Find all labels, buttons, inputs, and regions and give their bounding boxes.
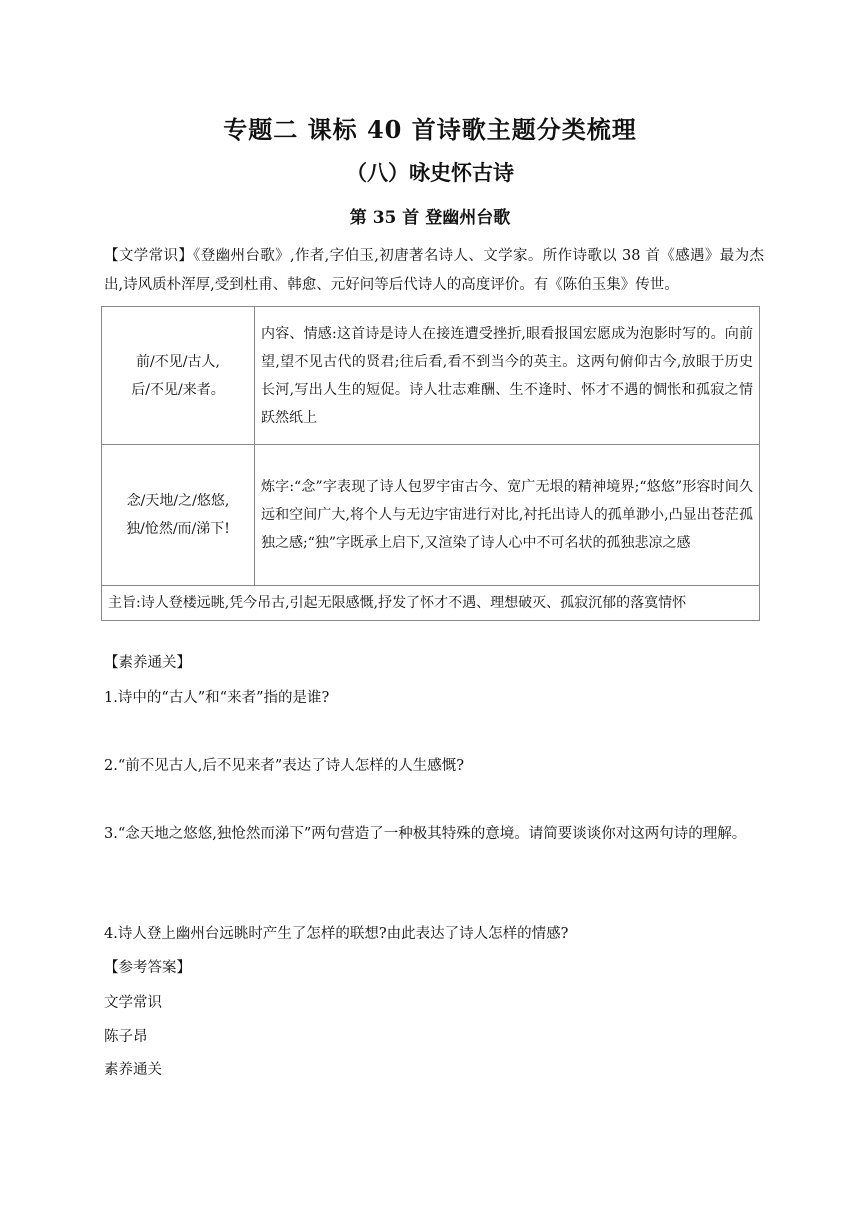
poem-analysis-table (101, 306, 760, 621)
note-cell: 炼字:“念”字表现了诗人包罗宇宙古今、宽广无垠的精神境界;“悠悠”形容时间久远和空间广大,将个人与无边宇宙进行对比,衬托出诗人的孤单渺小,凸显出苍茫孤独之感;“独”字既承上启下,又渲染了诗人心中不可名状的孤独悲凉之感 (255, 445, 760, 586)
question-2: 2.“前不见古人,后不见来者”表达了诗人怎样的人生感慨? (104, 758, 465, 774)
section-subtitle: （八）咏史怀古诗 (346, 160, 514, 185)
table-row (102, 586, 760, 621)
verse-line: 念/天地/之/悠悠, (126, 493, 230, 509)
table-row (102, 445, 760, 586)
answer-line: 素养通关 (104, 1062, 162, 1078)
answer-line: 陈子昂 (104, 1029, 148, 1045)
verse-cell (102, 445, 255, 586)
literature-note: 【文学常识】《登幽州台歌》,作者,字伯玉,初唐著名诗人、文学家。所作诗歌以 38 首《感遇》最为杰出,诗风质朴浑厚,受到杜甫、韩愈、元好问等后代诗人的高度评价。有《陈伯玉集》传世。 (104, 248, 764, 293)
verse-line: 前/不见/古人, (136, 353, 220, 370)
question-4: 4.诗人登上幽州台远眺时产生了怎样的联想?由此表达了诗人怎样的情感? (104, 926, 569, 942)
verse-line: 后/不见/来者。 (131, 381, 225, 398)
page-title: 专题二 课标 40 首诗歌主题分类梳理 (223, 115, 637, 144)
poem-heading: 第 35 首 登幽州台歌 (349, 208, 511, 228)
answer-line: 文学常识 (104, 995, 162, 1011)
verse-cell (102, 307, 255, 445)
note-cell: 内容、情感:这首诗是诗人在接连遭受挫折,眼看报国宏愿成为泡影时写的。向前望,望不见古代的贤君;往后看,看不到当今的英主。这两句俯仰古今,放眼于历史长河,写出人生的短促。诗人壮志难酬、生不逢时、怀才不遇的惆怅和孤寂之情跃然纸上 (255, 307, 760, 445)
verse-line: 独/怆然/而/涕下! (126, 521, 230, 537)
table-row (102, 307, 760, 445)
answers-heading: 【参考答案】 (104, 960, 191, 976)
theme-cell: 主旨:诗人登楼远眺,凭今吊古,引起无限感慨,抒发了怀才不遇、理想破灭、孤寂沉郁的落寞情怀 (102, 586, 760, 621)
question-3: 3.“念天地之悠悠,独怆然而涕下”两句营造了一种极其特殊的意境。请简要谈谈你对这两句诗的理解。 (104, 826, 747, 842)
question-1: 1.诗中的“古人”和“来者”指的是谁? (104, 690, 330, 706)
exercises-heading: 【素养通关】 (104, 655, 191, 671)
